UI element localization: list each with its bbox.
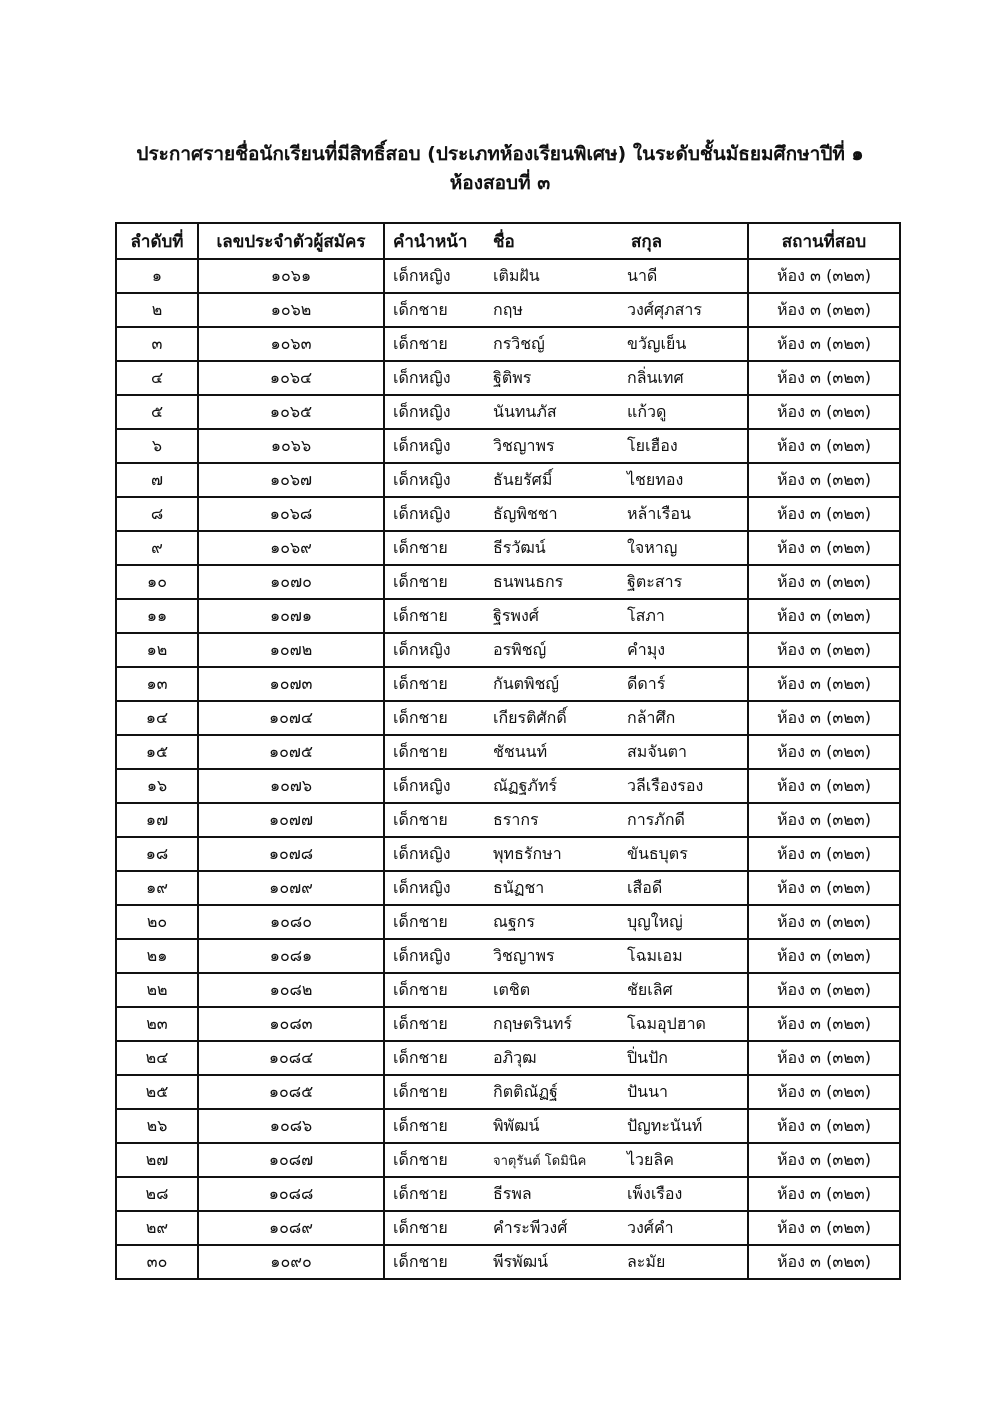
surname: กล้าศึก <box>613 701 748 735</box>
name-prefix: เด็กหญิง <box>384 769 485 803</box>
header-prefix: คำนำหน้า <box>384 223 485 259</box>
applicant-id: ๑๐๗๒ <box>198 633 384 667</box>
first-name: พีรพัฒน์ <box>485 1245 613 1279</box>
table-row <box>116 497 900 531</box>
name-prefix: เด็กชาย <box>384 599 485 633</box>
row-number: ๒๔ <box>116 1041 198 1075</box>
first-name: อภิวุฒ <box>485 1041 613 1075</box>
applicant-id: ๑๐๖๒ <box>198 293 384 327</box>
applicant-id: ๑๐๘๕ <box>198 1075 384 1109</box>
first-name: ธัญพิชชา <box>485 497 613 531</box>
exam-location: ห้อง ๓ (๓๒๓) <box>748 1041 900 1075</box>
applicant-id: ๑๐๗๖ <box>198 769 384 803</box>
table-row <box>116 1177 900 1211</box>
row-number: ๒๗ <box>116 1143 198 1177</box>
row-number: ๑๙ <box>116 871 198 905</box>
table-row <box>116 1075 900 1109</box>
name-prefix: เด็กชาย <box>384 565 485 599</box>
table-row <box>116 837 900 871</box>
surname: คำมุง <box>613 633 748 667</box>
row-number: ๑๖ <box>116 769 198 803</box>
table-row <box>116 395 900 429</box>
row-number: ๑๐ <box>116 565 198 599</box>
surname: บุญใหญ่ <box>613 905 748 939</box>
applicant-id: ๑๐๖๔ <box>198 361 384 395</box>
first-name: ฐิรพงศ์ <box>485 599 613 633</box>
surname: หล้าเรือน <box>613 497 748 531</box>
first-name: กรวิชญ์ <box>485 327 613 361</box>
name-prefix: เด็กชาย <box>384 1211 485 1245</box>
applicant-id: ๑๐๗๕ <box>198 735 384 769</box>
applicant-id: ๑๐๘๓ <box>198 1007 384 1041</box>
exam-location: ห้อง ๓ (๓๒๓) <box>748 667 900 701</box>
surname: วงศ์ศุภสาร <box>613 293 748 327</box>
surname: ปัญทะนันท์ <box>613 1109 748 1143</box>
first-name: พิพัฒน์ <box>485 1109 613 1143</box>
row-number: ๑๘ <box>116 837 198 871</box>
exam-location: ห้อง ๓ (๓๒๓) <box>748 565 900 599</box>
table-row <box>116 429 900 463</box>
surname: เพ็งเรือง <box>613 1177 748 1211</box>
table-row <box>116 293 900 327</box>
first-name: กฤษตรินทร์ <box>485 1007 613 1041</box>
applicant-id: ๑๐๘๙ <box>198 1211 384 1245</box>
row-number: ๒๓ <box>116 1007 198 1041</box>
applicant-id: ๑๐๗๙ <box>198 871 384 905</box>
row-number: ๓๐ <box>116 1245 198 1279</box>
exam-location: ห้อง ๓ (๓๒๓) <box>748 803 900 837</box>
row-number: ๑ <box>116 259 198 293</box>
first-name: วิชญาพร <box>485 939 613 973</box>
table-row <box>116 769 900 803</box>
exam-location: ห้อง ๓ (๓๒๓) <box>748 1109 900 1143</box>
table-row <box>116 633 900 667</box>
exam-location: ห้อง ๓ (๓๒๓) <box>748 735 900 769</box>
row-number: ๑๕ <box>116 735 198 769</box>
row-number: ๕ <box>116 395 198 429</box>
row-number: ๒๙ <box>116 1211 198 1245</box>
surname: นาดี <box>613 259 748 293</box>
applicant-id: ๑๐๗๐ <box>198 565 384 599</box>
applicant-id: ๑๐๗๘ <box>198 837 384 871</box>
surname: ขวัญเย็น <box>613 327 748 361</box>
table-row <box>116 259 900 293</box>
applicant-id: ๑๐๗๑ <box>198 599 384 633</box>
first-name: กิตติณัฏฐ์ <box>485 1075 613 1109</box>
name-prefix: เด็กชาย <box>384 1007 485 1041</box>
table-row <box>116 735 900 769</box>
first-name: กันตพิชญ์ <box>485 667 613 701</box>
surname: เสือดี <box>613 871 748 905</box>
surname: ไชยทอง <box>613 463 748 497</box>
surname: ขันธบุตร <box>613 837 748 871</box>
surname: ไวยลิค <box>613 1143 748 1177</box>
document-subtitle: ห้องสอบที่ ๓ <box>449 172 551 194</box>
surname: กลิ่นเทศ <box>613 361 748 395</box>
exam-location: ห้อง ๓ (๓๒๓) <box>748 633 900 667</box>
exam-location: ห้อง ๓ (๓๒๓) <box>748 531 900 565</box>
applicant-id: ๑๐๖๘ <box>198 497 384 531</box>
exam-location: ห้อง ๓ (๓๒๓) <box>748 837 900 871</box>
exam-location: ห้อง ๓ (๓๒๓) <box>748 1143 900 1177</box>
surname: ดีดาร์ <box>613 667 748 701</box>
table-row <box>116 599 900 633</box>
name-prefix: เด็กชาย <box>384 1041 485 1075</box>
surname: วงศ์คำ <box>613 1211 748 1245</box>
table-row <box>116 327 900 361</box>
table-row <box>116 1245 900 1279</box>
surname: โยเฮือง <box>613 429 748 463</box>
table-row <box>116 1143 900 1177</box>
exam-location: ห้อง ๓ (๓๒๓) <box>748 871 900 905</box>
applicant-id: ๑๐๘๑ <box>198 939 384 973</box>
applicant-id: ๑๐๘๔ <box>198 1041 384 1075</box>
first-name: เติมฝัน <box>485 259 613 293</box>
row-number: ๒ <box>116 293 198 327</box>
name-prefix: เด็กหญิง <box>384 259 485 293</box>
table-row <box>116 871 900 905</box>
name-prefix: เด็กหญิง <box>384 463 485 497</box>
table-row <box>116 531 900 565</box>
exam-location: ห้อง ๓ (๓๒๓) <box>748 1007 900 1041</box>
row-number: ๒๒ <box>116 973 198 1007</box>
surname: การภักดี <box>613 803 748 837</box>
applicant-id: ๑๐๖๗ <box>198 463 384 497</box>
applicant-id: ๑๐๘๐ <box>198 905 384 939</box>
applicant-id: ๑๐๗๗ <box>198 803 384 837</box>
first-name: ณัฏฐภัทร์ <box>485 769 613 803</box>
exam-location: ห้อง ๓ (๓๒๓) <box>748 327 900 361</box>
exam-location: ห้อง ๓ (๓๒๓) <box>748 259 900 293</box>
header-no: ลำดับที่ <box>116 223 198 259</box>
first-name: ธรากร <box>485 803 613 837</box>
surname: ใจหาญ <box>613 531 748 565</box>
first-name: เกียรติศักดิ์ <box>485 701 613 735</box>
table-row <box>116 905 900 939</box>
header-exam-location: สถานที่สอบ <box>748 223 900 259</box>
row-number: ๑๒ <box>116 633 198 667</box>
row-number: ๒๖ <box>116 1109 198 1143</box>
table-row <box>116 463 900 497</box>
surname: ละมัย <box>613 1245 748 1279</box>
surname: โฉมอุปฮาด <box>613 1007 748 1041</box>
surname: ปิ่นปัก <box>613 1041 748 1075</box>
table-row <box>116 939 900 973</box>
exam-location: ห้อง ๓ (๓๒๓) <box>748 599 900 633</box>
applicant-id: ๑๐๖๖ <box>198 429 384 463</box>
name-prefix: เด็กหญิง <box>384 871 485 905</box>
row-number: ๗ <box>116 463 198 497</box>
exam-location: ห้อง ๓ (๓๒๓) <box>748 1177 900 1211</box>
name-prefix: เด็กชาย <box>384 1245 485 1279</box>
student-list-table <box>115 222 901 1280</box>
document-title: ประกาศรายชื่อนักเรียนที่มีสิทธิ์สอบ (ประเภทห้องเรียนพิเศษ) ในระดับชั้นมัธยมศึกษาปีที่ ๑ <box>136 143 864 165</box>
exam-location: ห้อง ๓ (๓๒๓) <box>748 769 900 803</box>
row-number: ๙ <box>116 531 198 565</box>
first-name: กฤษ <box>485 293 613 327</box>
row-number: ๒๘ <box>116 1177 198 1211</box>
surname: โฉมเอม <box>613 939 748 973</box>
row-number: ๒๕ <box>116 1075 198 1109</box>
first-name: นันทนภัส <box>485 395 613 429</box>
table-row <box>116 1109 900 1143</box>
row-number: ๑๑ <box>116 599 198 633</box>
name-prefix: เด็กชาย <box>384 735 485 769</box>
surname: โสภา <box>613 599 748 633</box>
first-name: จาตุรันต์ โดมินิค <box>485 1143 613 1177</box>
surname: แก้วดู <box>613 395 748 429</box>
applicant-id: ๑๐๘๖ <box>198 1109 384 1143</box>
first-name: พุทธรักษา <box>485 837 613 871</box>
name-prefix: เด็กชาย <box>384 293 485 327</box>
exam-location: ห้อง ๓ (๓๒๓) <box>748 463 900 497</box>
surname: ชัยเลิศ <box>613 973 748 1007</box>
name-prefix: เด็กหญิง <box>384 361 485 395</box>
applicant-id: ๑๐๗๓ <box>198 667 384 701</box>
table-row <box>116 1211 900 1245</box>
name-prefix: เด็กชาย <box>384 803 485 837</box>
first-name: ชัชนนท์ <box>485 735 613 769</box>
table-body <box>116 259 900 1279</box>
table-row <box>116 361 900 395</box>
table-row <box>116 1007 900 1041</box>
name-prefix: เด็กชาย <box>384 1075 485 1109</box>
name-prefix: เด็กชาย <box>384 327 485 361</box>
first-name: ธีรวัฒน์ <box>485 531 613 565</box>
table-row <box>116 667 900 701</box>
name-prefix: เด็กหญิง <box>384 939 485 973</box>
name-prefix: เด็กหญิง <box>384 633 485 667</box>
row-number: ๒๑ <box>116 939 198 973</box>
name-prefix: เด็กหญิง <box>384 395 485 429</box>
name-prefix: เด็กหญิง <box>384 497 485 531</box>
exam-location: ห้อง ๓ (๓๒๓) <box>748 1245 900 1279</box>
applicant-id: ๑๐๖๓ <box>198 327 384 361</box>
exam-location: ห้อง ๓ (๓๒๓) <box>748 395 900 429</box>
applicant-id: ๑๐๗๔ <box>198 701 384 735</box>
first-name: คำระพีวงศ์ <box>485 1211 613 1245</box>
first-name: เตชิต <box>485 973 613 1007</box>
row-number: ๑๓ <box>116 667 198 701</box>
first-name: อรพิชญ์ <box>485 633 613 667</box>
exam-location: ห้อง ๓ (๓๒๓) <box>748 497 900 531</box>
exam-location: ห้อง ๓ (๓๒๓) <box>748 1075 900 1109</box>
row-number: ๓ <box>116 327 198 361</box>
row-number: ๖ <box>116 429 198 463</box>
name-prefix: เด็กชาย <box>384 1143 485 1177</box>
row-number: ๘ <box>116 497 198 531</box>
applicant-id: ๑๐๖๙ <box>198 531 384 565</box>
applicant-id: ๑๐๘๗ <box>198 1143 384 1177</box>
name-prefix: เด็กชาย <box>384 973 485 1007</box>
applicant-id: ๑๐๘๒ <box>198 973 384 1007</box>
row-number: ๒๐ <box>116 905 198 939</box>
surname: วลีเรืองรอง <box>613 769 748 803</box>
first-name: ฐิติพร <box>485 361 613 395</box>
name-prefix: เด็กชาย <box>384 701 485 735</box>
exam-location: ห้อง ๓ (๓๒๓) <box>748 905 900 939</box>
applicant-id: ๑๐๘๘ <box>198 1177 384 1211</box>
surname: สมจันตา <box>613 735 748 769</box>
name-prefix: เด็กชาย <box>384 531 485 565</box>
first-name: ณฐกร <box>485 905 613 939</box>
first-name: ธนัฏชา <box>485 871 613 905</box>
first-name: ธนพนธกร <box>485 565 613 599</box>
exam-location: ห้อง ๓ (๓๒๓) <box>748 1211 900 1245</box>
table-header-row <box>116 223 900 259</box>
header-first-name: ชื่อ <box>485 223 613 259</box>
exam-location: ห้อง ๓ (๓๒๓) <box>748 701 900 735</box>
name-prefix: เด็กชาย <box>384 1177 485 1211</box>
surname: ฐิตะสาร <box>613 565 748 599</box>
table-row <box>116 973 900 1007</box>
header-applicant-id: เลขประจำตัวผู้สมัคร <box>198 223 384 259</box>
table-row <box>116 803 900 837</box>
applicant-id: ๑๐๖๕ <box>198 395 384 429</box>
applicant-id: ๑๐๙๐ <box>198 1245 384 1279</box>
name-prefix: เด็กหญิง <box>384 837 485 871</box>
exam-location: ห้อง ๓ (๓๒๓) <box>748 429 900 463</box>
first-name: ธีรพล <box>485 1177 613 1211</box>
exam-location: ห้อง ๓ (๓๒๓) <box>748 939 900 973</box>
name-prefix: เด็กชาย <box>384 905 485 939</box>
table-row <box>116 565 900 599</box>
first-name: ธันยรัศมิ์ <box>485 463 613 497</box>
surname: ปันนา <box>613 1075 748 1109</box>
exam-location: ห้อง ๓ (๓๒๓) <box>748 293 900 327</box>
row-number: ๔ <box>116 361 198 395</box>
exam-location: ห้อง ๓ (๓๒๓) <box>748 361 900 395</box>
name-prefix: เด็กชาย <box>384 1109 485 1143</box>
applicant-id: ๑๐๖๑ <box>198 259 384 293</box>
row-number: ๑๗ <box>116 803 198 837</box>
header-surname: สกุล <box>613 223 748 259</box>
name-prefix: เด็กชาย <box>384 667 485 701</box>
exam-location: ห้อง ๓ (๓๒๓) <box>748 973 900 1007</box>
first-name: วิชญาพร <box>485 429 613 463</box>
table-row <box>116 1041 900 1075</box>
table-row <box>116 701 900 735</box>
row-number: ๑๔ <box>116 701 198 735</box>
name-prefix: เด็กหญิง <box>384 429 485 463</box>
